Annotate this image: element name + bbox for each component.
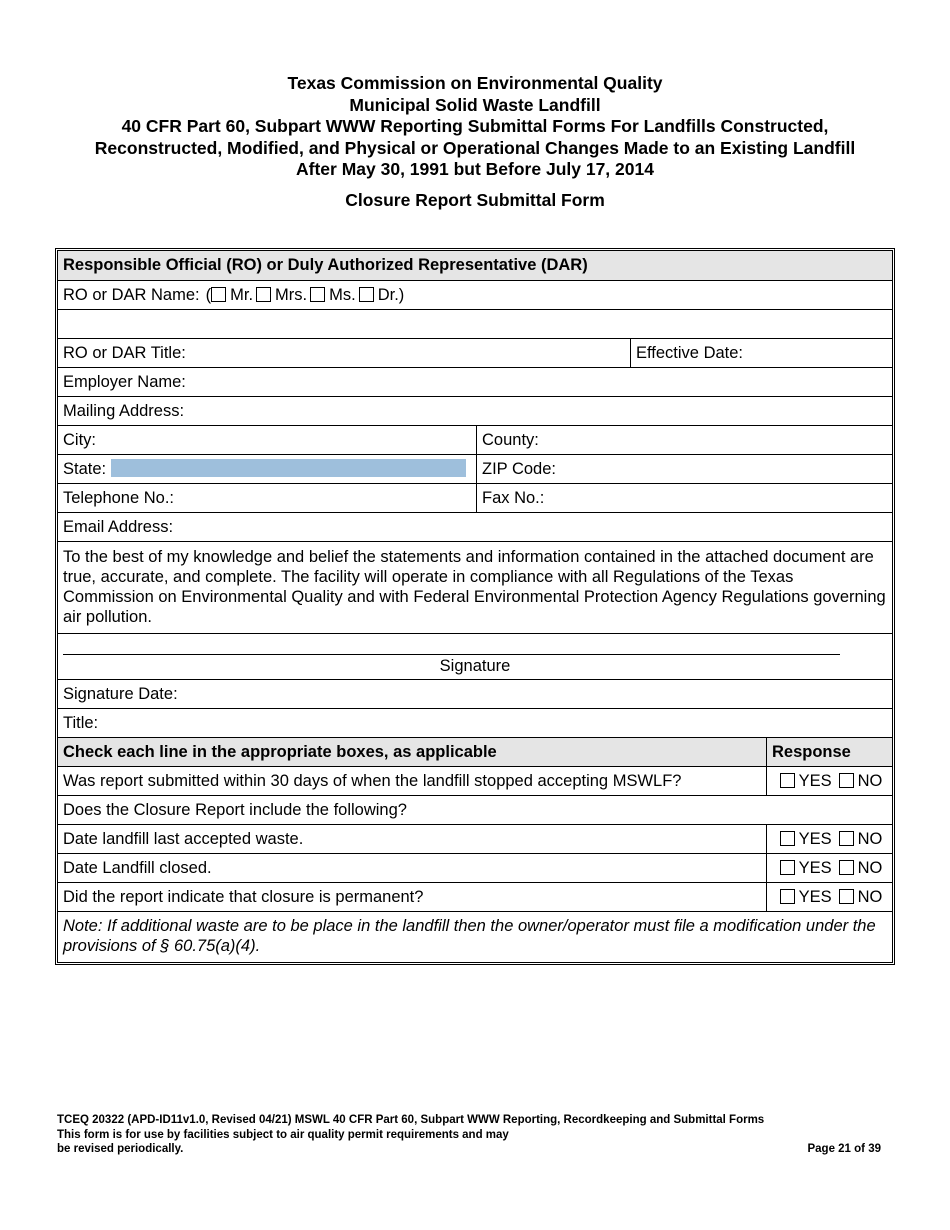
footer-usage-note-2: be revised periodically. [57,1143,184,1155]
signature-field[interactable] [58,634,892,654]
question-2: Does the Closure Report include the following? [63,800,407,819]
note-row [58,911,892,962]
question-row-1 [58,766,892,795]
mrs-label: Mrs. [275,285,308,304]
page-footer [57,1113,881,1157]
q3-yes-checkbox[interactable] [780,831,795,846]
phone-row [58,483,892,512]
q4-no-checkbox[interactable] [839,860,854,875]
question-row-2 [58,795,892,824]
fax-label: Fax No.: [482,488,545,507]
effective-date-field[interactable] [630,339,892,367]
question-row-4 [58,853,892,882]
form-title: Closure Report Submittal Form [345,189,605,210]
response-3 [766,825,892,853]
signature-label: Signature [439,657,511,675]
ro-title-label: RO or DAR Title: [63,343,186,362]
footer-form-id: TCEQ 20322 (APD-ID11v1.0, Revised 04/21) MSWL 40 CFR Part 60, Subpart WWW Reporting, Recordkeeping and Submittal Forms [57,1114,765,1126]
ro-heading: Responsible Official (RO) or Duly Authorized Representative (DAR) [58,251,892,280]
county-field[interactable] [476,426,892,454]
checklist-heading-row [58,737,892,766]
state-row [58,454,892,483]
response-heading: Response [766,738,892,766]
q5-no-checkbox[interactable] [839,889,854,904]
page-number: Page 21 of 39 [807,1143,881,1155]
question-row-3 [58,824,892,853]
telephone-field[interactable] [58,484,476,512]
footer-usage-note-1: This form is for use by facilities subject to air quality permit requirements and may [57,1128,509,1141]
city-field[interactable] [58,426,476,454]
signature-date-label: Signature Date: [63,684,178,703]
zip-field[interactable] [476,455,892,483]
signature-date-row [58,679,892,708]
q5-yes-checkbox[interactable] [780,889,795,904]
employer-field[interactable] [58,368,892,396]
paren-open: ( [205,285,212,304]
signature-row [58,633,892,679]
response-5 [766,883,892,911]
certification-statement: To the best of my knowledge and belief the statements and information contained in the attached document are true, accurate, and complete. The facility will operate in compliance with all Regulations of the Texas Commission on Environmental Quality and with Federal Environmental Protection Agency Regulations governing air pollution. [63,548,886,626]
signer-title-label: Title: [63,713,99,732]
ms-checkbox[interactable] [310,287,325,302]
regulation-title-line3: After May 30, 1991 but Before July 17, 2014 [296,159,654,179]
question-3: Date landfill last accepted waste. [63,829,304,848]
county-label: County: [482,430,539,449]
q1-no-checkbox[interactable] [839,773,854,788]
response-1 [766,767,892,795]
regulation-title-line1: 40 CFR Part 60, Subpart WWW Reporting Submittal Forms For Landfills Constructed, [121,116,829,136]
q5-no-label: NO [857,887,883,906]
mr-checkbox[interactable] [211,287,226,302]
state-dropdown[interactable] [111,459,466,477]
mailing-label: Mailing Address: [63,401,185,420]
question-row-5 [58,882,892,911]
zip-label: ZIP Code: [482,459,556,478]
program-title: Municipal Solid Waste Landfill [349,94,601,115]
q3-no-label: NO [857,829,883,848]
q1-no-label: NO [857,771,883,790]
fax-field[interactable] [476,484,892,512]
employer-label: Employer Name: [63,372,186,391]
state-cell [58,455,476,483]
ro-heading-row [58,251,892,280]
city-label: City: [63,430,96,449]
email-field[interactable] [58,513,892,541]
checklist-heading: Check each line in the appropriate boxes, as applicable [58,738,766,766]
q1-yes-label: YES [798,771,832,790]
ro-name-label: RO or DAR Name: [63,285,200,304]
agency-title: Texas Commission on Environmental Quality [287,73,663,93]
ro-name-entry-row [58,309,892,338]
effective-date-label: Effective Date: [636,343,744,362]
q3-no-checkbox[interactable] [839,831,854,846]
question-4: Date Landfill closed. [63,858,212,877]
ro-name-entry-field[interactable] [58,310,892,338]
question-1: Was report submitted within 30 days of when the landfill stopped accepting MSWLF? [63,771,682,790]
state-label: State: [63,459,107,478]
response-4 [766,854,892,882]
mailing-field[interactable] [58,397,892,425]
mrs-checkbox[interactable] [256,287,271,302]
question-5: Did the report indicate that closure is permanent? [63,887,424,906]
dr-label: Dr.) [377,285,405,304]
signature-date-field[interactable] [58,680,892,708]
ro-title-row [58,338,892,367]
q4-no-label: NO [857,858,883,877]
city-row [58,425,892,454]
document-header [0,73,950,211]
certification-row [58,541,892,633]
email-row [58,512,892,541]
q3-yes-label: YES [798,829,832,848]
signer-title-row [58,708,892,737]
email-label: Email Address: [63,517,174,536]
q4-yes-label: YES [798,858,832,877]
dr-checkbox[interactable] [359,287,374,302]
q5-yes-label: YES [798,887,832,906]
q4-yes-checkbox[interactable] [780,860,795,875]
q1-yes-checkbox[interactable] [780,773,795,788]
regulation-title-line2: Reconstructed, Modified, and Physical or Operational Changes Made to an Existing Landfill [94,137,856,158]
signer-title-field[interactable] [58,709,892,737]
ro-title-field[interactable] [58,339,630,367]
note-text: Note: If additional waste are to be place in the landfill then the owner/operator must file a modification under the provisions of § 60.75(a)(4). [63,917,876,955]
employer-row [58,367,892,396]
ro-name-cell [58,281,892,309]
telephone-label: Telephone No.: [63,488,174,507]
mr-label: Mr. [230,285,254,304]
ro-name-row [58,280,892,309]
ms-label: Ms. [329,285,356,304]
closure-report-form [55,248,895,965]
mailing-row [58,396,892,425]
